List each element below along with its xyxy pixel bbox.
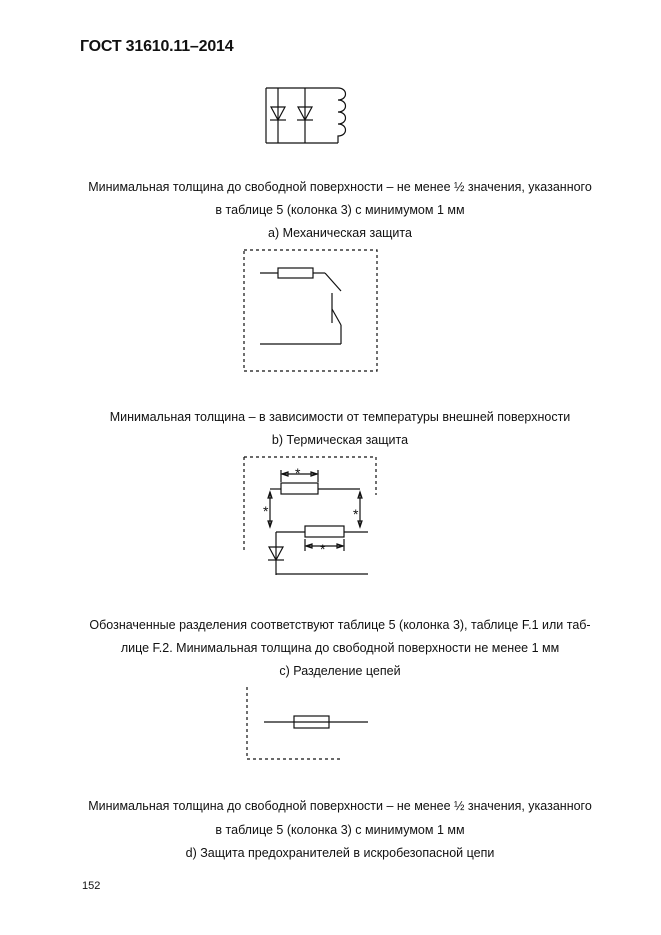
figure-d-fuse-protection <box>244 683 374 763</box>
section-c-text-line-1: Обозначенные разделения соответствуют таблице 5 (колонка 3), таблице F.1 или таб- <box>89 618 591 632</box>
section-c-caption: c) Разделение цепей <box>279 664 401 678</box>
separation-marker-bottom: * <box>320 541 326 557</box>
section-a-text-line-2: в таблице 5 (колонка 3) с минимумом 1 мм <box>215 203 465 217</box>
separation-marker-right: * <box>353 506 359 522</box>
document-header: ГОСТ 31610.11–2014 <box>80 38 234 55</box>
separation-marker-left: * <box>263 503 269 519</box>
section-a-caption: a) Механическая защита <box>268 226 412 240</box>
section-b-caption: b) Термическая защита <box>271 433 409 447</box>
figure-b-thermal-protection <box>243 249 379 373</box>
section-d-text-line-1: Минимальная толщина до свободной поверхности – не менее ½ значения, указанного <box>88 799 592 813</box>
section-d-text-line-2: в таблице 5 (колонка 3) с минимумом 1 мм <box>215 823 465 837</box>
section-c-text-line-2: лице F.2. Минимальная толщина до свободной поверхности не менее 1 мм <box>120 641 560 655</box>
page-number: 152 <box>82 880 101 892</box>
figure-c-circuit-separation <box>240 455 380 595</box>
section-d-caption: d) Защита предохранителей в искробезопасной цепи <box>185 846 495 860</box>
separation-marker-top: * <box>295 465 301 481</box>
section-b-text-line-1: Минимальная толщина – в зависимости от температуры внешней поверхности <box>109 410 571 424</box>
figure-a-mechanical-protection <box>250 80 370 160</box>
section-a-text-line-1: Минимальная толщина до свободной поверхности – не менее ½ значения, указанного <box>88 180 592 194</box>
